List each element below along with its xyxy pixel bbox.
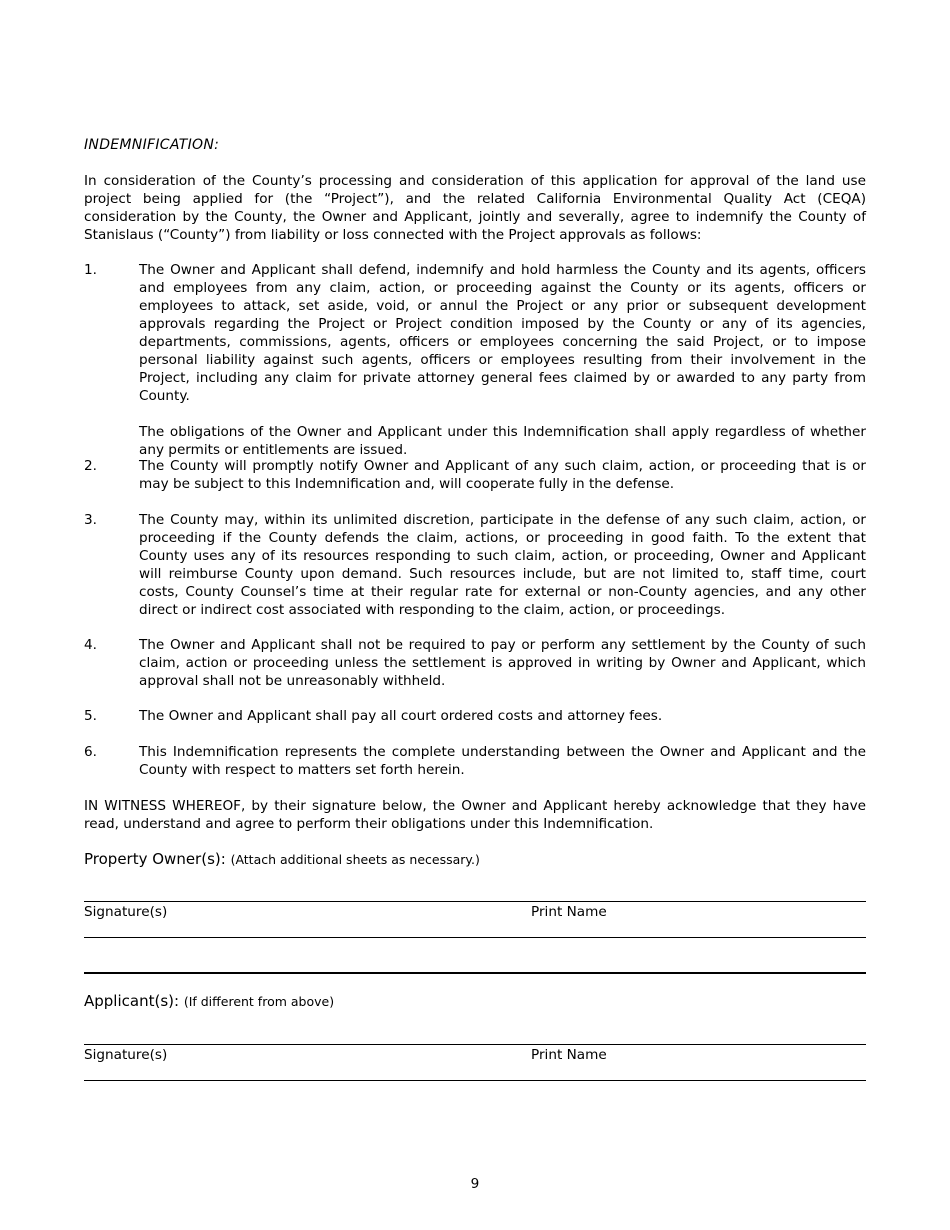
owner-signature-line[interactable] [84, 901, 866, 902]
applicant-label: Applicant(s): [84, 992, 184, 1010]
item-number: 6. [84, 744, 97, 760]
list-item [84, 707, 866, 725]
owner-print-name-label: Print Name [531, 904, 607, 920]
divider [84, 937, 866, 938]
item-text: The County will promptly notify Owner and Applicant of any such claim, action, or proceeding that is or may be subject to this Indemnification and, will cooperate fully in the defense. [139, 458, 866, 492]
witness-paragraph: IN WITNESS WHEREOF, by their signature below, the Owner and Applicant hereby acknowledge that they have read, understand and agree to perform their obligations under this Indemnification. [84, 798, 866, 832]
item-text: This Indemnification represents the complete understanding between the Owner and Applicant and the County with respect to matters set forth herein. [139, 744, 866, 778]
owner-section-label [84, 850, 480, 868]
list-item [84, 636, 866, 690]
item-number: 3. [84, 512, 97, 528]
item-number: 4. [84, 637, 97, 653]
page-number: 9 [470, 1176, 480, 1192]
item-text: The County may, within its unlimited discretion, participate in the defense of any such claim, action, or proceeding if the County defends the claim, actions, or proceeding in good faith. To the extent that County uses any of its resources responding to such claim, action, or proceeding, Owner and Applicant will reimburse County upon demand. Such resources include, but are not limited to, staff time, court costs, County Counsel’s time at their regular rate for external or non-County agencies, and any other direct or indirect cost associated with responding to the claim, action, or proceedings. [139, 512, 866, 618]
item-text: The Owner and Applicant shall pay all court ordered costs and attorney fees. [139, 708, 663, 724]
list-item [84, 511, 866, 619]
section-heading: INDEMNIFICATION: [84, 137, 220, 153]
list-item [84, 457, 866, 493]
list-item [84, 743, 866, 779]
item-number: 5. [84, 708, 97, 724]
divider [84, 1080, 866, 1081]
item-number: 1. [84, 262, 97, 278]
section-divider [84, 972, 866, 974]
item-text: The Owner and Applicant shall defend, indemnify and hold harmless the County and its agents, officers and employees from any claim, action, or proceeding against the County or its agents, officers or employees to attack, set aside, void, or annul the Project or any prior or subsequent development approvals regarding the Project or Project condition imposed by the County or any of its agencies, departments, commissions, agents, officers or employees concerning the said Project, or to impose personal liability against such agents, officers or employees resulting from their involvement in the Project, including any claim for private attorney general fees claimed by or awarded to any party from County. [139, 262, 866, 404]
applicant-section-label [84, 992, 334, 1010]
intro-paragraph: In consideration of the County’s processing and consideration of this application for approval of the land use project being applied for (the “Project”), and the related California Environmental Quality Act (CEQA) consideration by the County, the Owner and Applicant, jointly and severally, agree to indemnify the County of Stanislaus (“County”) from liability or loss connected with the Project approvals as follows: [84, 173, 866, 243]
item-text-continued: The obligations of the Owner and Applicant under this Indemnification shall apply regardless of whether any permits or entitlements are issued. [139, 424, 866, 458]
item-number: 2. [84, 458, 97, 474]
owner-label: Property Owner(s): [84, 850, 231, 868]
owner-signature-label: Signature(s) [84, 904, 168, 920]
list-item [84, 261, 866, 459]
owner-note: (Attach additional sheets as necessary.) [230, 852, 480, 867]
applicant-signature-line[interactable] [84, 1044, 866, 1045]
applicant-print-name-label: Print Name [531, 1047, 607, 1063]
item-text: The Owner and Applicant shall not be required to pay or perform any settlement by the County of such claim, action or proceeding unless the settlement is approved in writing by Owner and Applicant, which approval shall not be unreasonably withheld. [139, 637, 866, 689]
applicant-signature-label: Signature(s) [84, 1047, 168, 1063]
applicant-note: (If different from above) [183, 994, 335, 1009]
